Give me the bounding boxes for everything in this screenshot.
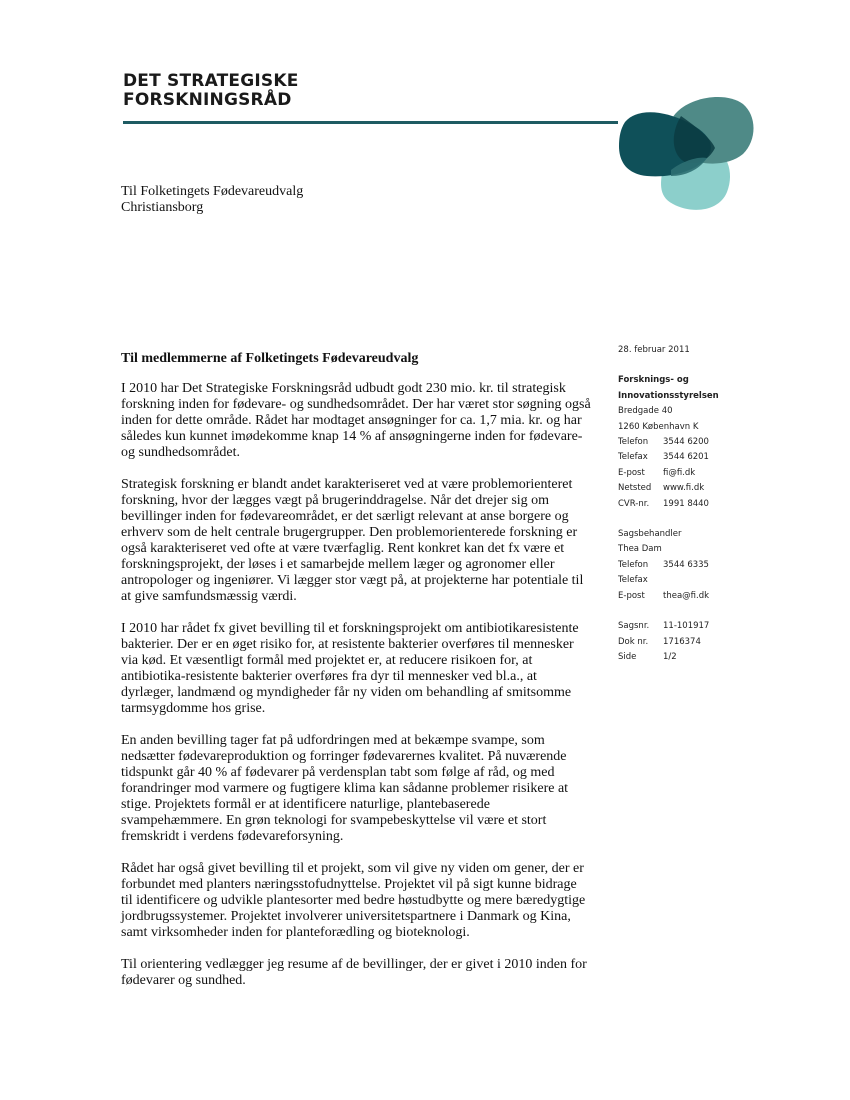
field-label: E-post: [618, 590, 645, 601]
field-label: CVR-nr.: [618, 498, 650, 509]
field-label: Sagsnr.: [618, 621, 650, 632]
org-email-row: [618, 466, 778, 481]
handler-email-row: [618, 589, 778, 604]
recipient-address: [121, 184, 303, 216]
handler-phone-row: [618, 558, 778, 573]
sender-info-column: [618, 343, 778, 665]
org-cvr-row: [618, 497, 778, 512]
field-label: Telefon: [618, 559, 649, 570]
document-number-row: [618, 635, 778, 650]
handler-name: Thea Dam: [618, 544, 662, 555]
case-number-row: [618, 619, 778, 634]
field-label: Telefax: [618, 452, 648, 463]
field-label: Telefax: [618, 575, 648, 586]
recipient-line-1: Til Folketingets Fødevareudvalg: [121, 184, 304, 199]
sender-org-line-2: Innovationsstyrelsen: [618, 390, 719, 401]
field-value: 3544 6201: [663, 452, 709, 463]
header-rule: [123, 121, 618, 124]
sender-org-line-1: Forsknings- og: [618, 375, 689, 386]
letter-paragraph: Til orientering vedlægger jeg resume af de bevillinger, der er givet i 2010 inden for fødevarer og sundhed.: [121, 957, 587, 988]
letter-paragraph: I 2010 har rådet fx givet bevilling til et forskningsprojekt om antibiotikaresistente bakterier. Der er en øget risiko for, at resistente bakterier overføres til mennesker via kød. Et væsentligt formål med projektet er, at reducere risikoen for, at antibiotika-resistente bakterier overføres fra dyr til mennesker ved bl.a., at dyrlæger, landmænd og myndigheder får ny viden om behandling af smitsomme tarmsygdomme hos grise.: [121, 621, 579, 716]
org-fax-row: [618, 450, 778, 465]
field-label: Telefon: [618, 437, 649, 448]
logo-line-1: DET STRATEGISKE: [123, 71, 299, 91]
field-label: Side: [618, 651, 637, 662]
field-label: Netsted: [618, 483, 652, 494]
organization-logo-text: [123, 72, 299, 110]
letter-paragraph: Rådet har også givet bevilling til et projekt, som vil give ny viden om gener, der er forbundet med planters næringsstofudnyttelse. Projektet vil på sigt kunne bidrage til identificere og udvikle plantesorter med bedre høstudbytte og mere bæredygtige jordbrugssystemer. Projektet involverer universitetspartnere i Danmark og Kina, samt virksomheder inden for planteforædling og bioteknologi.: [121, 861, 586, 940]
letter-heading: Til medlemmerne af Folketingets Fødevareudvalg: [121, 351, 419, 366]
field-value: 1/2: [663, 651, 677, 662]
letter-body: [121, 351, 591, 1005]
page-number-row: [618, 650, 778, 665]
letter-paragraph: Strategisk forskning er blandt andet karakteriseret ved at være problemorienteret forskning, hvor der lægges vægt på brugerinddragelse. Når det drejer sig om bevillinger inden for fødevareområdet, er det særligt relevant at anse borgere og erhverv som de helt centrale brugergrupper. Den problemorienterede forskning er også karakteriseret ved ofte at være tværfaglig. Rent konkret kan det fx være et forskningsprojekt, der løses i et samarbejde mellem læger og agronomer eller antropologer og ingeniører. Vi lægger stor vægt på, at projekterne har potentiale til at give samfundsmæssig værdi.: [121, 477, 584, 604]
handler-fax-row: [618, 573, 778, 588]
field-value: 1716374: [663, 636, 701, 647]
letter-paragraph: I 2010 har Det Strategiske Forskningsråd udbudt godt 230 mio. kr. til strategisk forskning inden for fødevare- og sundhedsområdet. Der har været stor søgning også inden for dette område. Rådet har modtaget ansøgninger for ca. 1,7 mia. kr. og har således kun kunnet imødekomme knap 14 % af ansøgningerne inden for fødevare- og sundhedsområdet.: [121, 381, 591, 460]
org-phone-row: [618, 435, 778, 450]
field-value: 3544 6200: [663, 437, 709, 448]
logo-mark-icon: [615, 92, 760, 217]
field-value: 3544 6335: [663, 559, 709, 570]
org-website-row: [618, 481, 778, 496]
field-label: E-post: [618, 467, 645, 478]
sender-city: 1260 København K: [618, 421, 699, 432]
field-label: Dok nr.: [618, 636, 649, 647]
recipient-line-2: Christiansborg: [121, 200, 204, 215]
letter-date: 28. februar 2011: [618, 345, 690, 355]
sender-street: Bredgade 40: [618, 406, 673, 417]
field-value: thea@fi.dk: [663, 590, 710, 601]
letter-paragraph: En anden bevilling tager fat på udfordringen med at bekæmpe svampe, som nedsætter fødevareproduktion og forringer fødevarernes kvalitet. På nuværende tidspunkt går 40 % af fødevarer på verdensplan tabt som følge af råd, og med forandringer mod varmere og fugtigere klima kan sådanne problemer risikere at stige. Projektets formål er at identificere naturlige, plantebaserede svampehæmmere. En grøn teknologi for svampebeskyttelse vil være et stort fremskridt i verdens fødevareforsyning.: [121, 733, 569, 844]
field-value: 1991 8440: [663, 498, 709, 509]
field-value: www.fi.dk: [663, 483, 705, 494]
logo-line-2: FORSKNINGSRÅD: [123, 90, 292, 110]
field-value: fi@fi.dk: [663, 467, 696, 478]
field-value: 11-101917: [663, 621, 710, 632]
handler-title: Sagsbehandler: [618, 529, 682, 540]
